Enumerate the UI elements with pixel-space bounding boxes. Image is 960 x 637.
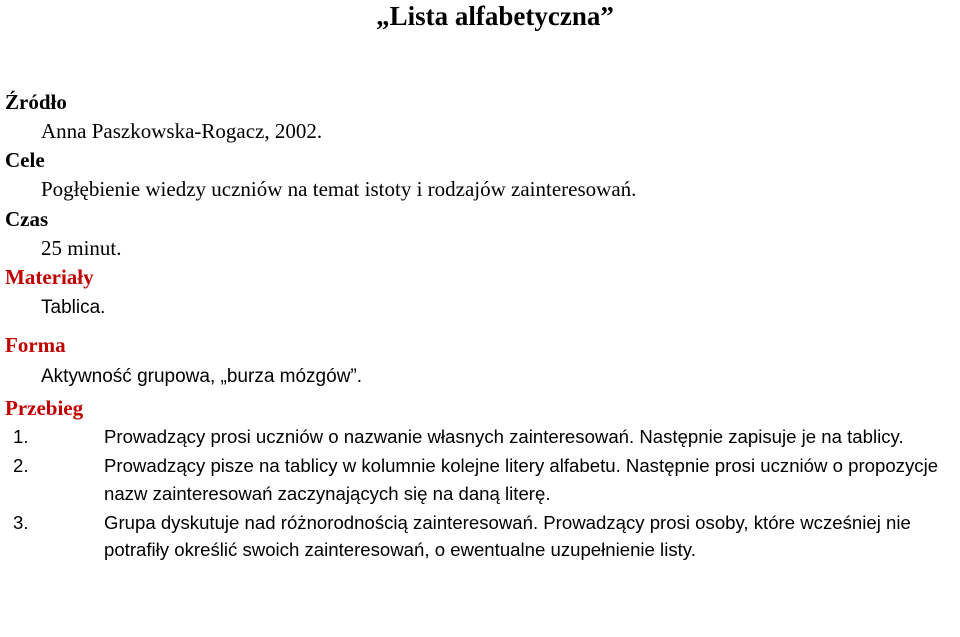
procedure-step xyxy=(6,509,956,564)
section-heading-materials: Materiały xyxy=(5,265,94,289)
section-value-time: 25 minut. xyxy=(41,236,122,260)
section-value-source: Anna Paszkowska-Rogacz, 2002. xyxy=(41,119,323,143)
procedure-steps xyxy=(6,423,956,565)
page-title: „Lista alfabetyczna” xyxy=(376,1,614,31)
step-text: Prowadzący prosi uczniów o nazwanie własnych zainteresowań. Następnie zapisuje je na tablicy. xyxy=(104,426,904,447)
section-value-goals: Pogłębienie wiedzy uczniów na temat istoty i rodzajów zainteresowań. xyxy=(41,177,637,201)
step-number: 3. xyxy=(13,511,29,533)
step-number: 2. xyxy=(13,455,29,476)
section-heading-goals: Cele xyxy=(5,148,45,172)
step-number: 1. xyxy=(13,426,29,447)
section-heading-procedure: Przebieg xyxy=(5,396,84,420)
section-heading-source: Źródło xyxy=(5,90,67,114)
procedure-step xyxy=(6,452,956,507)
section-value-materials: Tablica. xyxy=(41,297,106,318)
section-value-form: Aktywność grupowa, „burza mózgów”. xyxy=(41,366,363,387)
step-text: Grupa dyskutuje nad różnorodnością zainteresowań. Prowadzący prosi osoby, które wcześniej nie potrafiły określić swoich zainteresowań, o ewentualne uzupełnienie listy. xyxy=(104,511,911,560)
step-text: Prowadzący pisze na tablicy w kolumnie kolejne litery alfabetu. Następnie prosi uczniów o propozycje nazw zainteresowań zaczynających się na daną literę. xyxy=(104,455,939,504)
section-heading-time: Czas xyxy=(5,207,49,231)
procedure-step xyxy=(6,423,956,451)
section-heading-form: Forma xyxy=(5,333,66,357)
